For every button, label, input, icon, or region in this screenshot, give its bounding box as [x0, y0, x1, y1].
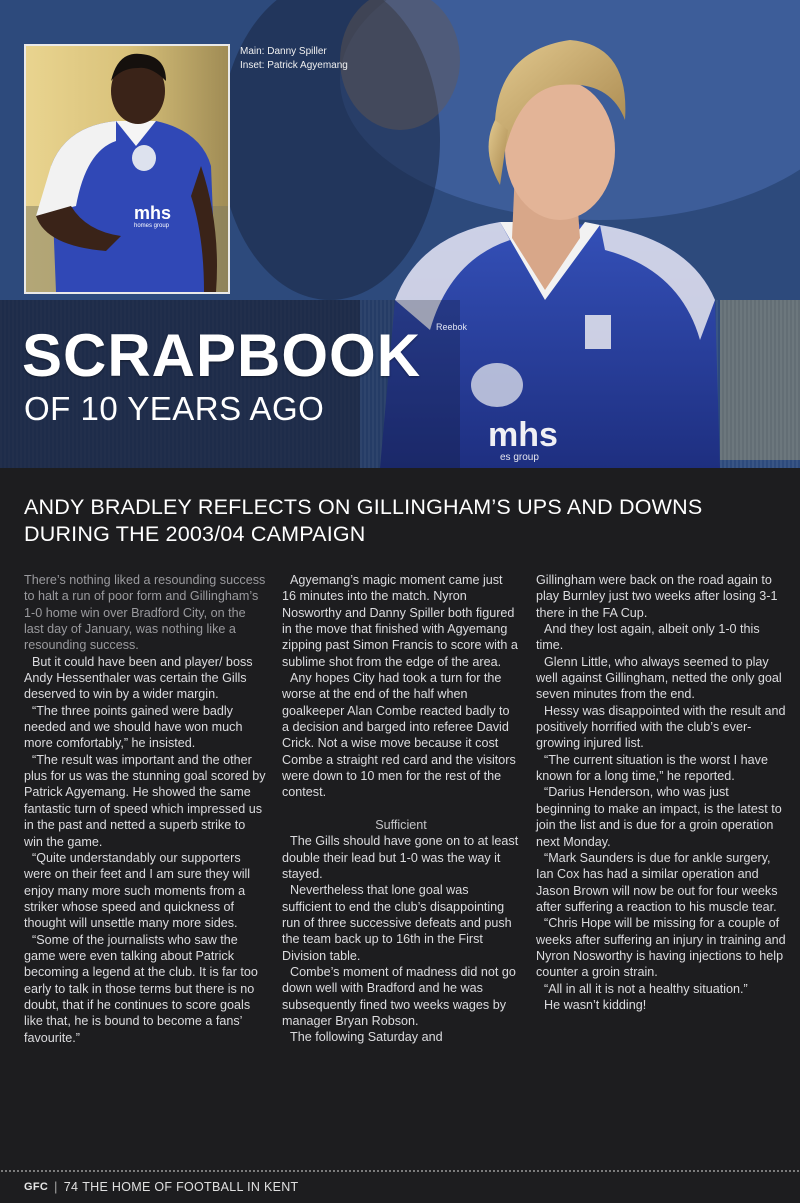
footer-separator: | [54, 1180, 58, 1194]
paragraph: “Quite understandably our supporters were on their feet and I am sure they will enjoy many more such moments from a striker whose speed and quickness of thought will unsettle many more sides. [24, 850, 251, 931]
paragraph: “The current situation is the worst I have known for a long time,” he reported. [536, 752, 768, 784]
footer-divider [0, 1170, 800, 1172]
inset-photo-illustration [26, 46, 228, 292]
page-subtitle: OF 10 YEARS AGO [24, 390, 325, 427]
paragraph: Combe’s moment of madness did not go down well with Bradford and he was subsequently fined two weeks wages by manager Bryan Robson. [282, 964, 516, 1028]
paragraph: “Darius Henderson, who was just beginning to make an impact, is the latest to join the list and is due for a groin operation next Monday. [536, 785, 782, 849]
paragraph: Agyemang’s magic moment came just 16 minutes into the match. Nyron Nosworthy and Danny Spiller both figured in the move that finished with Agyemang zipping past Simon Francis to score with a sublime shot from the edge of the area. [282, 573, 518, 669]
inset-jersey-sponsor: mhs [134, 203, 172, 223]
paragraph: He wasn’t kidding! [544, 997, 647, 1012]
article-headline: ANDY BRADLEY REFLECTS ON GILLINGHAM’S UPS AND DOWNS DURING THE 2003/04 CAMPAIGN [24, 495, 703, 546]
paragraph: “Mark Saunders is due for ankle surgery, Ian Cox has had a similar operation and Jason Brown will now be out for four weeks after suffering a reaction to his muscle tear. [536, 850, 778, 914]
credit-main: Main: Danny Spiller [240, 46, 327, 57]
paragraph: “The three points gained were badly needed and we should have won much more comfortably,” he insisted. [24, 703, 243, 751]
article-column-1 [24, 572, 278, 1157]
main-jersey-sponsor-small: es group [500, 452, 539, 463]
inset-jersey-sponsor-small: homes group [134, 223, 170, 229]
paragraph: “The result was important and the other plus for us was the stunning goal scored by Patrick Agyemang. He showed the same fantastic turn of speed which impressed us in the past and netted a superb strike to win the game. [24, 752, 266, 849]
paragraph: “Some of the journalists who saw the game were even talking about Patrick becoming a legend at the club. It is far too early to talk in those terms but there is no doubt, that if he continues to score goals like that, he is bound to become a fans’ favourite.” [24, 932, 258, 1045]
main-jersey-kit-brand: Reebok [436, 322, 468, 332]
paragraph: But it could have been and player/ boss Andy Hessenthaler was certain the Gills deserved to win by a wider margin. [24, 654, 253, 702]
footer-tagline: THE HOME OF FOOTBALL IN KENT [82, 1180, 299, 1194]
paragraph: Any hopes City had took a turn for the worse at the end of the half when goalkeeper Alan Combe reacted badly to a decision and barged into referee David Crick. Not a wise move because it cost Combe a straight red card and the visitors were down to 10 men for the rest of the contest. [282, 671, 516, 800]
article-column-3 [532, 572, 786, 1157]
paragraph: There’s nothing liked a resounding success to halt a run of poor form and Gillingham’s 1-0 home win over Bradford City, on the last day of January, was nothing like a resounding success. [24, 573, 266, 653]
paragraph: And they lost again, albeit only 1-0 this time. [536, 622, 760, 653]
paragraph: Glenn Little, who always seemed to play well against Gillingham, netted the only goal seven minutes from the end. [536, 654, 782, 702]
paragraph: “Chris Hope will be missing for a couple of weeks after suffering an injury in training and Nyron Nosworthy is having injections to help counter a groin strain. [536, 916, 786, 980]
paragraph: The Gills should have gone on to at least double their lead but 1-0 was the way it stayed. [282, 834, 519, 881]
page-number: 74 [63, 1180, 79, 1194]
paragraph: The following Saturday and [290, 1030, 443, 1045]
paragraph: “All in all it is not a healthy situation.” [544, 981, 748, 996]
hero-photo [0, 0, 800, 468]
article-column-2 [278, 572, 532, 1157]
article-body [24, 572, 786, 1157]
photo-credits [240, 45, 348, 73]
paragraph: Gillingham were back on the road again to play Burnley just two weeks after losing 3-1 there in the FA Cup. [536, 573, 778, 620]
inset-photo [24, 44, 230, 294]
credit-inset: Inset: Patrick Agyemang [240, 60, 348, 71]
page-title: SCRAPBOOK [22, 322, 422, 389]
page-footer [24, 1180, 299, 1194]
main-jersey-sponsor: mhs [488, 416, 558, 454]
paragraph: Nevertheless that lone goal was sufficient to end the club’s disappointing run of three successive defeats and push the team back up to 16th in the First Division table. [282, 883, 512, 963]
club-logo-icon: GFC [24, 1181, 49, 1193]
section-subheading: Sufficient [375, 817, 427, 832]
paragraph: Hessy was disappointed with the result and positively horrified with the club’s ever-growing injured list. [536, 703, 786, 751]
